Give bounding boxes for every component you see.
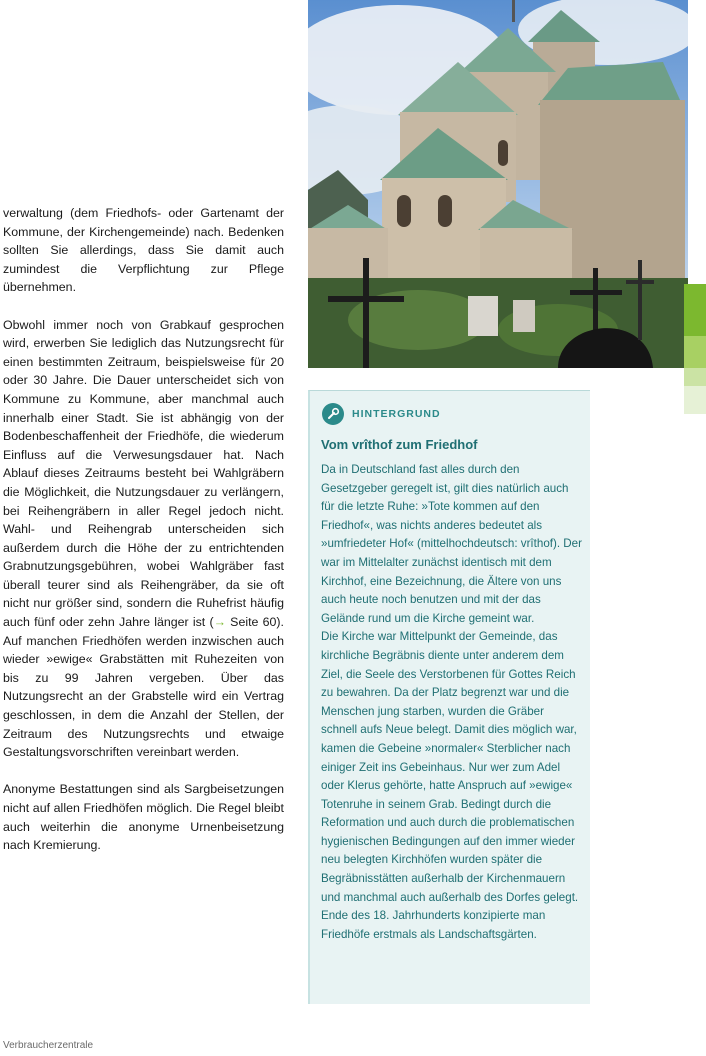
section-color-tabs [684,284,706,414]
paragraph-1: verwaltung (dem Friedhofs- oder Gartenamt der Kommune, der Kirchengemeinde) nach. Bedenken sollten Sie allerdings, dass Sie damit auch zumindest die Verpflichtung zur Pflege übernehmen. [3,206,284,295]
main-text-column [3,204,284,873]
section-tab [684,336,706,368]
church-cemetery-photo [308,0,688,368]
paragraph-2-part-b: ). Auf manchen Friedhöfen werden inzwischen auch wieder »ewige« Grabstätten mit Ruhezeiten von bis zu 99 Jahren vergeben. Über das Nutzungsrecht an der Grabstelle wird ein Vertrag geschlossen, in dem die Anzahl der Stellen, der Zeitraum des Nutzungsrechts und etwaige Gestaltungsvorschriften vereinbart werden. [3,615,284,760]
section-tab-active [684,284,706,336]
info-box-header [322,403,441,425]
background-info-box [308,390,590,1004]
info-box-paragraph-2: Die Kirche war Mittelpunkt der Gemeinde, das kirchliche Begräbnis diente unter anderem dem Ziel, die Seele des Verstorbenen für Gottes Reich zu bewahren. Da der Platz begrenzt war und die Menschen jung starben, wurden die Gräber schnell aufs Neue belegt. Damit dies möglich war, kamen die Gebeine »normaler« Sterblicher nach einiger Zeit ins Gebeinhaus. Nur wer zum Adel oder Klerus gehörte, hatte Anspruch auf »ewige« Totenruhe in seinem Grab. Bedingt durch die Reformation und auch durch die problematischen hygienischen Bedingungen auf den immer wieder neu belegten Kirchhöfen wurden später die Begräbnisstätten außerhalb der Kirchenmauern und manchmal auch außerhalb des Dorfes gelegt. Ende des 18. Jahrhunderts konzipierte man Friedhöfe erstmals als Landschaftsgärten. [321,630,579,941]
publisher-footer: Verbraucherzentrale [3,1040,94,1051]
info-box-body [321,461,583,944]
section-tab [684,386,706,414]
paragraph-2-part-a: Obwohl immer noch von Grabkauf gesprochen wird, erwerben Sie lediglich das Nutzungsrecht für einen bestimmten Zeitraum, beispielsweise für 20 oder 30 Jahre. Die Dauer unterscheidet sich von Kommune zu Kommune, aber manchmal auch innerhalb einer Stadt. Sie ist abhängig von der Bodenbeschaffenheit der Friedhöfe, die wiederum Einfluss auf die Verwesungsdauer hat. Nach Ablauf dieses Zeitraums besteht bei Wahlgräbern die Möglichkeit, die Nutzungsdauer zu verlängern, bei Reihengräbern in aller Regel jedoch nicht. Wahl- und Reihengrab unterscheiden sich außerdem durch die Höhe der zu entrichtenden Grabnutzungsgebühren, wobei Wahlgräber fast überall teurer sind als Reihengräber, da sie oft nicht nur größer sind, sondern die Ruhefrist häufig auch fünf oder zehn Jahre länger ist ( [3,317,284,630]
wrench-icon [322,403,344,425]
cross-reference-arrow-icon: → [213,615,226,630]
paragraph-3: Anonyme Bestattungen sind als Sargbeisetzungen nicht auf allen Friedhöfen möglich. Die Regel bleibt auch weiterhin die anonyme Urnenbeisetzung nach Kremierung. [3,782,284,853]
info-box-label: HINTERGRUND [352,408,441,420]
info-box-title: Vom vrîthof zum Friedhof [321,437,478,452]
paragraph-2 [3,316,284,762]
page-reference-link[interactable]: Seite 60 [225,615,277,630]
section-tab [684,368,706,386]
info-box-paragraph-1: Da in Deutschland fast alles durch den Gesetzgeber geregelt ist, gilt dies natürlich auch für die letzte Ruhe: »Tote kommen auf den Friedhof«, was nichts anderes bedeutet als »umfriedeter Hof« (mittelhochdeutsch: vrîthof). Der war im Mittelalter zunächst identisch mit dem Kirchhof, eine Bezeichnung, die Ältere von uns auch heute noch benutzen und mit der das Gelände rund um die Kirche gemeint war. [321,463,582,625]
